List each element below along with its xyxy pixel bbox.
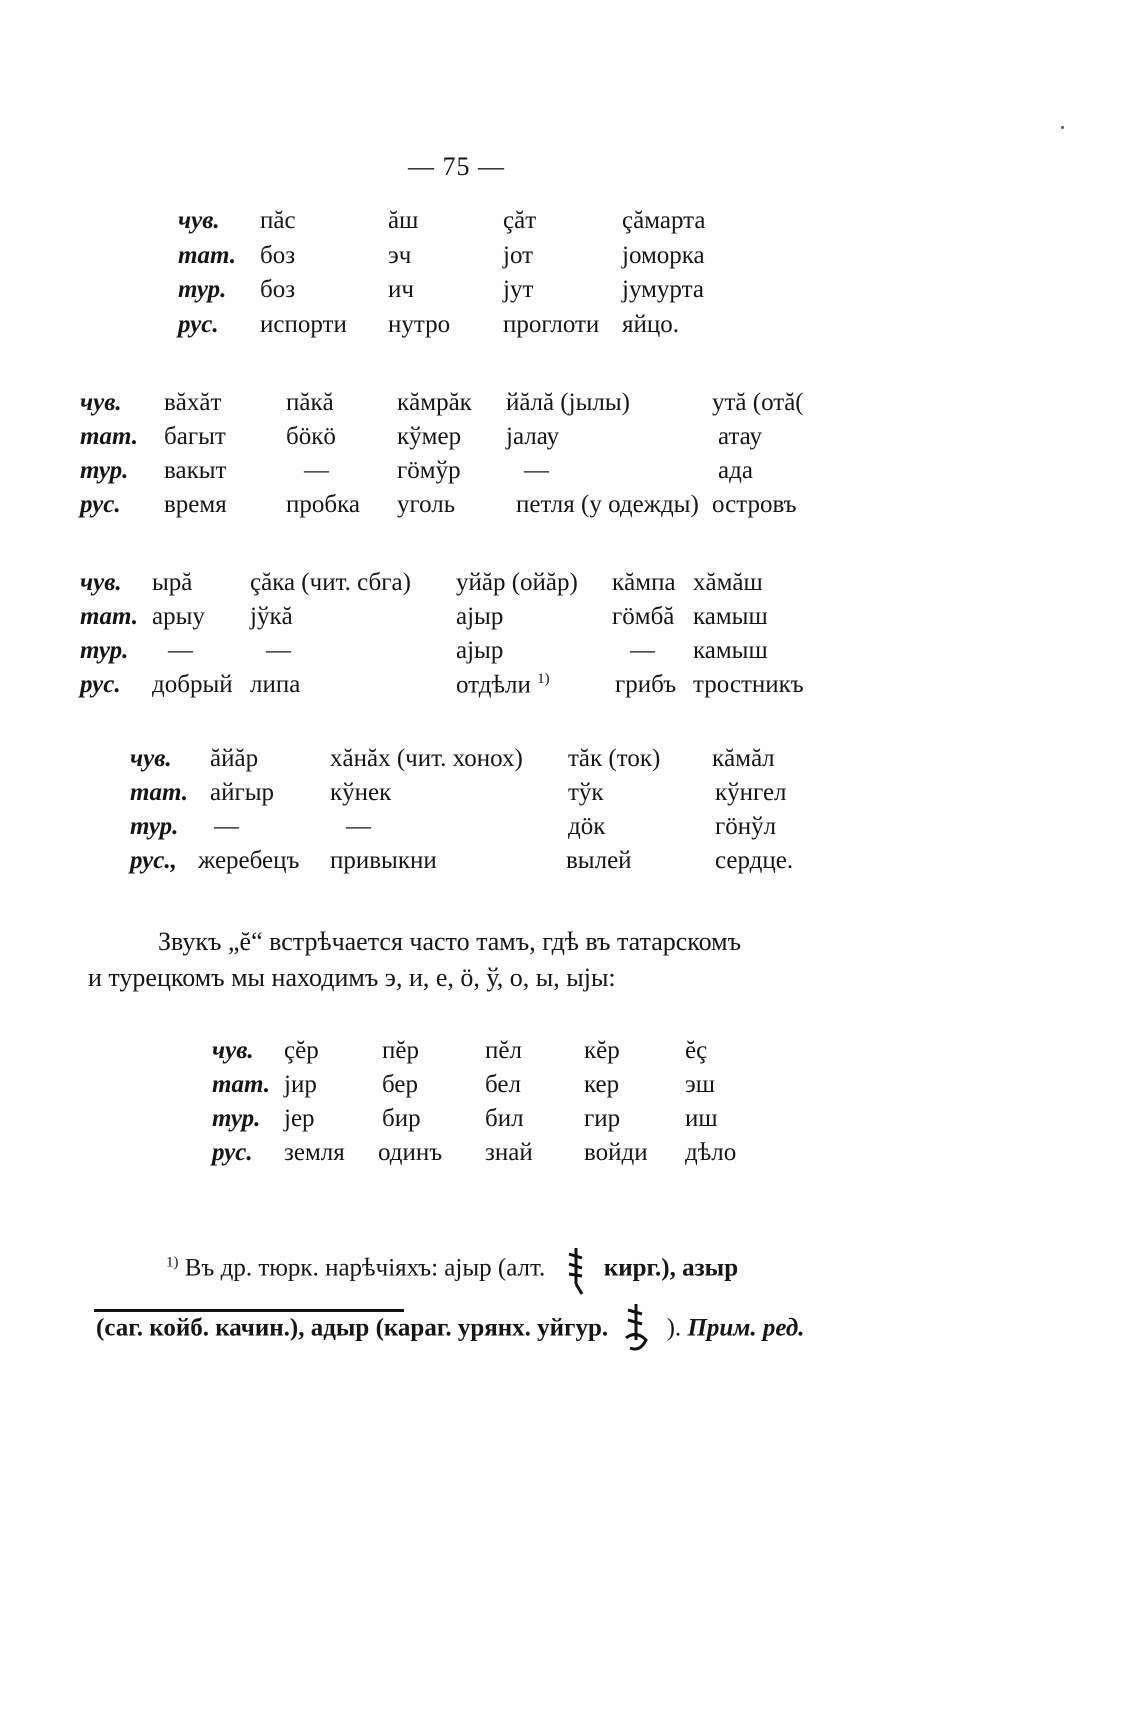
table-cell: дѣло bbox=[685, 1139, 737, 1166]
table-cell: тростникъ bbox=[693, 671, 804, 698]
table-cell: петля (у одежды) bbox=[516, 491, 699, 518]
table-cell: ăш bbox=[388, 207, 419, 234]
table-cell: дöк bbox=[568, 813, 606, 840]
table-cell: кўнгел bbox=[715, 779, 787, 806]
row-label: чув. bbox=[130, 745, 172, 772]
table-cell: ајыр bbox=[456, 603, 504, 630]
table-cell: кер bbox=[584, 1071, 620, 1098]
footnote-reference: 1) bbox=[537, 671, 550, 687]
table-cell: боз bbox=[260, 276, 296, 303]
table-cell: кăмăл bbox=[712, 745, 775, 772]
table-cell: гöмбă bbox=[612, 603, 675, 630]
table-cell: — bbox=[346, 813, 371, 840]
footnote-text: Въ др. тюрк. нарѣчіяхъ: ајыр (алт. bbox=[184, 1254, 546, 1282]
table-cell: јумурта bbox=[622, 276, 704, 303]
row-label: тур. bbox=[130, 813, 179, 840]
table-cell: ич bbox=[388, 276, 414, 303]
table-cell: сердце. bbox=[715, 847, 794, 874]
table-cell: привыкни bbox=[330, 847, 437, 874]
table-cell: тўк bbox=[568, 779, 604, 806]
table-cell: вылей bbox=[566, 847, 632, 874]
table-cell: çăмарта bbox=[622, 207, 706, 234]
table-cell: войди bbox=[584, 1139, 648, 1166]
table-cell: хăнăх (чит. хонох) bbox=[330, 745, 523, 772]
table-cell: добрый bbox=[152, 671, 233, 698]
table-cell: кăмпа bbox=[612, 569, 676, 596]
old-turkic-script-glyph bbox=[552, 1240, 598, 1300]
table-cell: боз bbox=[260, 242, 296, 269]
table-cell: ада bbox=[718, 457, 753, 484]
table-cell: јоморка bbox=[622, 242, 705, 269]
table-cell: земля bbox=[284, 1139, 345, 1166]
footnote bbox=[96, 1240, 1096, 1360]
footnote-marker: 1) bbox=[166, 1254, 179, 1271]
row-label: тур. bbox=[212, 1105, 261, 1132]
table-cell: ајыр bbox=[456, 637, 504, 664]
row-label: рус. bbox=[80, 491, 121, 518]
paragraph-line: и турецкомъ мы находимъ э, и, е, ö, ў, о, ы, ыјы: bbox=[88, 963, 616, 992]
footnote-text: (саг. койб. качин.), адыр (караг. урянх. уйгур. bbox=[96, 1314, 609, 1342]
table-cell: бир bbox=[382, 1105, 421, 1132]
table-cell: çăт bbox=[503, 207, 537, 234]
row-label: рус. bbox=[178, 311, 219, 338]
table-cell: липа bbox=[250, 671, 301, 698]
table-cell: камыш bbox=[693, 637, 768, 664]
table-cell: — bbox=[168, 637, 193, 664]
table-cell: бер bbox=[382, 1071, 418, 1098]
table-cell: одинъ bbox=[378, 1139, 443, 1166]
scan-speck bbox=[1061, 126, 1064, 129]
old-turkic-script-glyph bbox=[614, 1300, 660, 1360]
table-cell: иш bbox=[685, 1105, 718, 1132]
row-label: тур. bbox=[178, 276, 227, 303]
table-cell: проглоти bbox=[503, 311, 600, 338]
table-cell: айгыр bbox=[210, 779, 275, 806]
row-label: рус., bbox=[130, 847, 177, 874]
table-cell: јер bbox=[284, 1105, 315, 1132]
table-cell: уголь bbox=[397, 491, 456, 518]
table-cell: јалау bbox=[506, 423, 560, 450]
row-label: рус. bbox=[212, 1139, 253, 1166]
footnote-text: кирг.), азыр bbox=[603, 1254, 739, 1282]
table-cell: ăйăр bbox=[210, 745, 259, 772]
table-cell: кĕр bbox=[584, 1037, 620, 1064]
body-paragraph bbox=[88, 924, 1088, 996]
table-cell: жеребецъ bbox=[198, 847, 300, 874]
table-cell: çăка (чит. сбга) bbox=[250, 569, 411, 596]
table-cell: знай bbox=[485, 1139, 533, 1166]
row-label: чув. bbox=[80, 389, 122, 416]
row-label: тат. bbox=[178, 242, 236, 269]
row-label: тур. bbox=[80, 457, 129, 484]
table-cell: çĕр bbox=[284, 1037, 319, 1064]
table-cell bbox=[456, 672, 550, 697]
table-cell: грибъ bbox=[615, 671, 677, 698]
footnote-line bbox=[96, 1300, 1096, 1360]
table-cell: арыу bbox=[152, 603, 205, 630]
table-cell: эш bbox=[685, 1071, 715, 1098]
table-cell: вăхăт bbox=[164, 389, 222, 416]
table-cell: јот bbox=[503, 242, 534, 269]
row-label: рус. bbox=[80, 671, 121, 698]
table-cell: кўмер bbox=[397, 423, 462, 450]
row-label: тат. bbox=[80, 423, 138, 450]
row-label: тат. bbox=[80, 603, 138, 630]
table-cell: камыш bbox=[693, 603, 768, 630]
table-cell: островъ bbox=[712, 491, 797, 518]
table-cell: — bbox=[266, 637, 291, 664]
table-cell: бел bbox=[485, 1071, 521, 1098]
page-number: — 75 — bbox=[408, 152, 505, 181]
table-cell: утă (отă( bbox=[712, 389, 804, 416]
table-cell: хăмăш bbox=[693, 569, 763, 596]
table-cell: бöкö bbox=[286, 423, 336, 450]
table-cell: ырă bbox=[152, 569, 193, 596]
paragraph-line: Звукъ „ĕ“ встрѣчается часто тамъ, гдѣ въ татарскомъ bbox=[158, 927, 742, 956]
table-cell: пробка bbox=[286, 491, 360, 518]
table-cell: гöмўр bbox=[397, 457, 461, 484]
editor-note: Прим. ред. bbox=[687, 1314, 805, 1342]
table-cell: пĕл bbox=[485, 1037, 522, 1064]
row-label: чув. bbox=[80, 569, 122, 596]
table-cell: атау bbox=[718, 423, 763, 450]
table-cell: — bbox=[304, 457, 329, 484]
table-cell: јўкă bbox=[250, 603, 293, 630]
table-cell: время bbox=[164, 491, 227, 518]
table-cell: тăк (ток) bbox=[568, 745, 661, 772]
row-label: чув. bbox=[212, 1037, 254, 1064]
table-cell: кўнек bbox=[330, 779, 392, 806]
row-label: тат. bbox=[212, 1071, 270, 1098]
row-label: тат. bbox=[130, 779, 188, 806]
footnote-text: ). bbox=[666, 1314, 682, 1342]
table-cell: гöнўл bbox=[715, 813, 777, 840]
table-cell: пĕр bbox=[382, 1037, 419, 1064]
row-label: чув. bbox=[178, 207, 220, 234]
table-cell: багыт bbox=[164, 423, 226, 450]
table-cell: нутро bbox=[388, 311, 451, 338]
table-cell: бил bbox=[485, 1105, 524, 1132]
row-label: тур. bbox=[80, 637, 129, 664]
table-cell: яйцо. bbox=[622, 311, 680, 338]
table-cell: испорти bbox=[260, 311, 347, 338]
table-cell: пăс bbox=[260, 207, 296, 234]
table-cell: ĕç bbox=[685, 1037, 708, 1064]
table-cell: эч bbox=[388, 242, 412, 269]
table-cell: — bbox=[524, 457, 549, 484]
table-cell: пăкă bbox=[286, 389, 334, 416]
table-cell: вакыт bbox=[164, 457, 227, 484]
table-cell: јир bbox=[284, 1071, 317, 1098]
table-cell: — bbox=[214, 813, 239, 840]
table-cell-text: отдѣли bbox=[456, 671, 531, 699]
table-cell: — bbox=[630, 637, 655, 664]
table-cell: йăлă (јылы) bbox=[506, 389, 630, 416]
table-cell: кăмрăк bbox=[397, 389, 472, 416]
footnote-line bbox=[96, 1240, 1096, 1300]
table-cell: јут bbox=[503, 276, 534, 303]
table-cell: гир bbox=[584, 1105, 621, 1132]
table-cell: уйăр (ойăр) bbox=[456, 569, 578, 596]
